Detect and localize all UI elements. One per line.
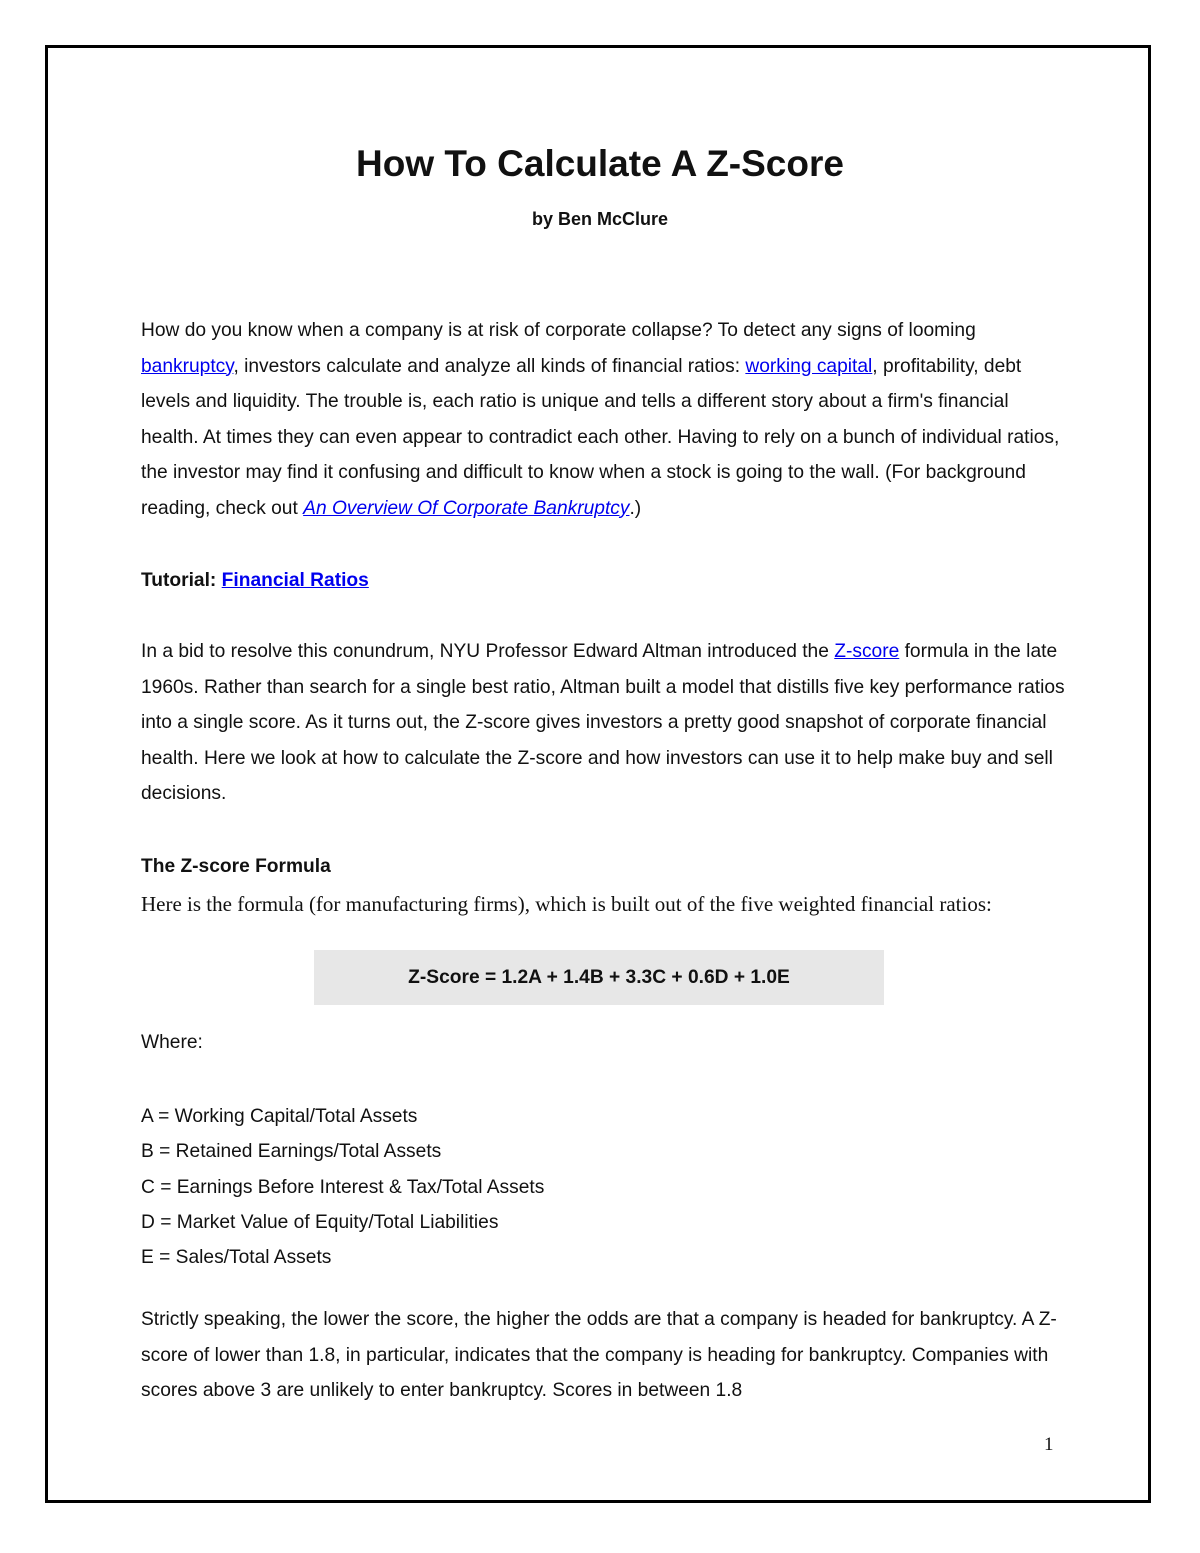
corporate-bankruptcy-overview-link[interactable]: An Overview Of Corporate Bankruptcy	[303, 497, 630, 519]
financial-ratios-link[interactable]: Financial Ratios	[221, 570, 369, 591]
altman-paragraph	[141, 634, 1071, 812]
formula-box	[314, 950, 884, 1005]
definition-list	[141, 1099, 544, 1275]
intro-text: , investors calculate and analyze all kinds of financial ratios:	[233, 355, 746, 377]
intro-text: , profitability, debt levels and liquidity. The trouble is, each ratio is unique and tells a different story about a firm's financial health. At times they can even appear to contradict each other. Having to rely on a bunch of individual ratios, the investor may find it confusing and difficult to know when a stock is going to the wall. (For background reading, check out	[141, 355, 1060, 519]
closing-paragraph: Strictly speaking, the lower the score, the higher the odds are that a company is headed for bankruptcy. A Z-score of lower than 1.8, in particular, indicates that the company is heading for bankruptcy. Companies with scores above 3 are unlikely to enter bankruptcy. Scores in between 1.8	[141, 1309, 1057, 1401]
bankruptcy-link[interactable]: bankruptcy	[141, 355, 234, 377]
definition-e: E = Sales/Total Assets	[141, 1247, 332, 1269]
tutorial-line	[141, 566, 369, 596]
intro-paragraph	[141, 313, 1071, 526]
where-label: Where:	[141, 1032, 203, 1053]
z-score-formula: Z-Score = 1.2A + 1.4B + 3.3C + 0.6D + 1.0E	[408, 966, 790, 988]
tutorial-label: Tutorial:	[141, 570, 217, 591]
definition-c: C = Earnings Before Interest & Tax/Total Assets	[141, 1176, 545, 1198]
definition-b: B = Retained Earnings/Total Assets	[141, 1141, 442, 1163]
working-capital-link[interactable]: working capital	[745, 355, 873, 377]
z-score-link[interactable]: Z-score	[834, 641, 900, 662]
page-number: 1	[1044, 1434, 1054, 1455]
intro-text: .)	[629, 497, 642, 519]
formula-heading: The Z-score Formula	[141, 856, 331, 877]
byline: by Ben McClure	[531, 209, 669, 229]
document-title: How To Calculate A Z-Score	[356, 143, 844, 184]
formula-intro: Here is the formula (for manufacturing firms), which is built out of the five weighted financial ratios:	[141, 892, 992, 916]
altman-text: formula in the late 1960s. Rather than search for a single best ratio, Altman built a model that distills five key performance ratios into a single score. As it turns out, the Z-score gives investors a pretty good snapshot of corporate financial health. Here we look at how to calculate the Z-score and how investors can use it to help make buy and sell decisions.	[141, 641, 1065, 804]
definition-d: D = Market Value of Equity/Total Liabilities	[141, 1211, 499, 1233]
definition-a: A = Working Capital/Total Assets	[141, 1106, 418, 1127]
intro-text: How do you know when a company is at risk of corporate collapse? To detect any signs of looming	[141, 320, 976, 341]
altman-text: In a bid to resolve this conundrum, NYU Professor Edward Altman introduced the	[141, 641, 835, 662]
